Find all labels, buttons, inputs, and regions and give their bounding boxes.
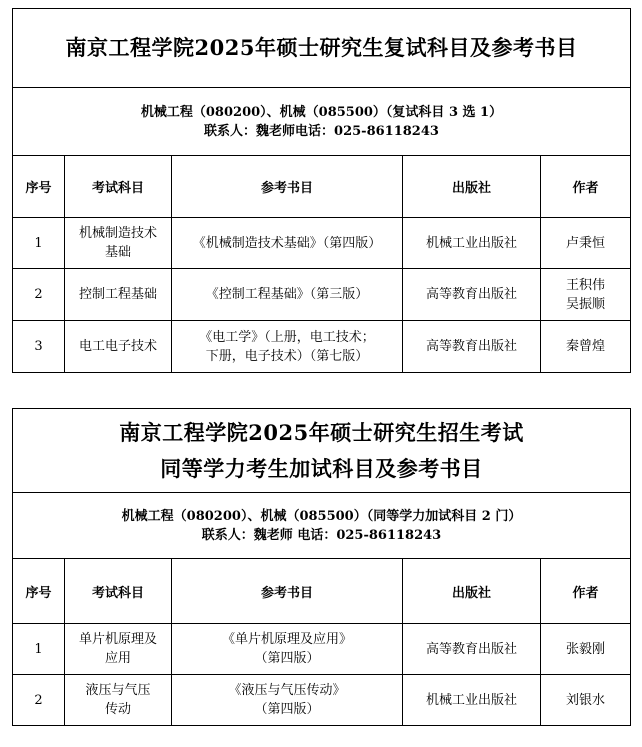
table1-program-line: 机械工程（080200）、机械（085500）（复试科目 3 选 1） <box>140 104 503 120</box>
row-publisher: 高等教育出版社 <box>403 269 541 321</box>
header-publisher: 出版社 <box>403 156 541 218</box>
row-book-line: （第四版） <box>254 702 320 717</box>
table2-contact-line: 联系人：魏老师 电话：025-86118243 <box>201 527 442 543</box>
equivalent-education-subjects-table <box>12 408 631 726</box>
header-subject: 考试科目 <box>65 156 172 218</box>
header-author: 作者 <box>541 559 631 624</box>
table1-title: 南京工程学院2025年硕士研究生复试科目及参考书目 <box>13 9 631 88</box>
row-subject-line: 单片机原理及 <box>78 632 157 647</box>
table1-contact-line: 联系人：魏老师电话：025-86118243 <box>204 123 439 139</box>
table-row <box>13 675 631 726</box>
row-subject <box>65 675 172 726</box>
table2-program-line: 机械工程（080200）、机械（085500）（同等学力加试科目 2 门） <box>121 508 522 524</box>
row-no: 1 <box>13 624 65 675</box>
table1-header-row <box>13 156 631 218</box>
header-book: 参考书目 <box>172 559 403 624</box>
row-book-line: （第四版） <box>254 651 320 666</box>
row-book <box>172 218 403 269</box>
row-no: 1 <box>13 218 65 269</box>
header-subject: 考试科目 <box>65 559 172 624</box>
row-publisher: 机械工业出版社 <box>403 675 541 726</box>
row-book <box>172 675 403 726</box>
table2-header-row <box>13 559 631 624</box>
row-book <box>172 624 403 675</box>
row-subject-line: 应用 <box>104 651 131 666</box>
row-subject <box>65 269 172 321</box>
row-book-line: 《机械制造技术基础》（第四版） <box>192 235 382 251</box>
row-author-line: 秦曾煌 <box>566 339 606 354</box>
row-publisher: 机械工业出版社 <box>403 218 541 269</box>
row-author <box>541 269 631 321</box>
row-subject-line: 基础 <box>104 245 131 260</box>
row-publisher: 高等教育出版社 <box>403 624 541 675</box>
header-publisher: 出版社 <box>403 559 541 624</box>
row-book-line: 《单片机原理及应用》 <box>221 632 352 647</box>
row-author <box>541 321 631 373</box>
row-publisher: 高等教育出版社 <box>403 321 541 373</box>
table-row <box>13 321 631 373</box>
row-book-line: 下册，电子技术）（第七版） <box>205 348 369 364</box>
row-author-line: 吴振顺 <box>566 296 606 312</box>
row-book <box>172 321 403 373</box>
row-book-line: 《电工学》（上册，电工技术； <box>199 329 375 345</box>
row-subject <box>65 624 172 675</box>
header-no: 序号 <box>13 156 65 218</box>
row-subject-line: 机械制造技术 <box>78 226 157 241</box>
row-book-line: 《控制工程基础》（第三版） <box>205 287 369 302</box>
row-subject-line: 控制工程基础 <box>78 287 157 302</box>
table-row <box>13 624 631 675</box>
row-subject <box>65 218 172 269</box>
table-row <box>13 269 631 321</box>
row-author-line: 王积伟 <box>566 277 606 293</box>
header-no: 序号 <box>13 559 65 624</box>
row-author-line: 张毅刚 <box>566 641 606 657</box>
row-no: 3 <box>13 321 65 373</box>
row-subject-line: 液压与气压 <box>85 683 151 698</box>
table2-title <box>13 409 631 493</box>
row-author <box>541 624 631 675</box>
table2-title-line: 南京工程学院2025年硕士研究生招生考试 <box>119 419 524 445</box>
row-subject-line: 传动 <box>104 702 131 717</box>
table2-title-line: 同等学力考生加试科目及参考书目 <box>160 455 483 481</box>
table-row <box>13 218 631 269</box>
row-author-line: 卢秉恒 <box>566 235 606 251</box>
row-subject <box>65 321 172 373</box>
header-author: 作者 <box>541 156 631 218</box>
row-book-line: 《液压与气压传动》 <box>228 683 346 698</box>
row-author <box>541 675 631 726</box>
row-author-line: 刘银水 <box>566 692 606 708</box>
row-no: 2 <box>13 675 65 726</box>
table2-subtitle <box>13 493 631 559</box>
header-book: 参考书目 <box>172 156 403 218</box>
row-subject-line: 电工电子技术 <box>78 339 157 354</box>
row-author <box>541 218 631 269</box>
row-no: 2 <box>13 269 65 321</box>
table1-subtitle <box>13 88 631 156</box>
retest-subjects-table <box>12 8 631 373</box>
row-book <box>172 269 403 321</box>
